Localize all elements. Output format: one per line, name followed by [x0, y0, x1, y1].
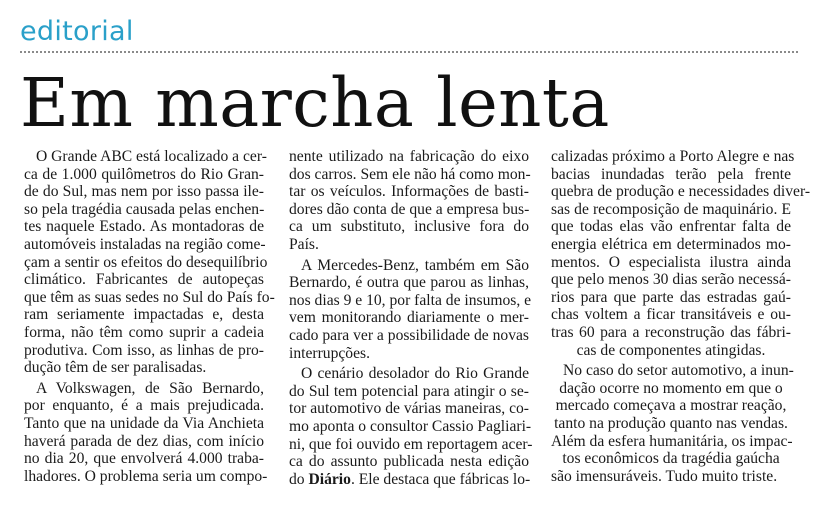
text-line: haverá parada de dez dias, com início	[24, 432, 264, 450]
text-line: No caso do setor automotivo, a inun-	[563, 362, 794, 380]
text-line: çam a sentir os efeitos do desequilíbrio	[24, 253, 268, 271]
text-line-with-bold	[289, 471, 529, 489]
text-line: cas de componentes atingidas.	[576, 341, 766, 359]
text-line: chas voltem a ficar transitáveis e ou-	[551, 306, 791, 324]
text-line: quebra de produção e necessidades diver-	[551, 183, 811, 201]
text-line: energia elétrica em determinados mo-	[551, 235, 791, 253]
text-line: tar os veículos. Informações de basti-	[289, 183, 529, 201]
text-line: climático. Fabricantes de autopeças	[24, 271, 264, 289]
text-line: de do Sul, mas nem por isso passa ile-	[24, 183, 264, 201]
text-line: que todas elas vão enfrentar falta de	[551, 218, 791, 236]
text-line: nos dias 9 e 10, por falta de insumos, e	[289, 291, 532, 309]
text-line: bacias inundadas terão pela frente	[551, 165, 791, 183]
text-line: tras 60 para a reconstrução das fábri-	[551, 323, 791, 341]
text-fragment: do	[289, 470, 305, 488]
text-line: ca um substituto, inclusive fora do	[289, 218, 529, 236]
text-line: O Grande ABC está localizado a cer-	[36, 148, 267, 165]
text-line: sas de recomposição de maquinário. E	[551, 200, 791, 218]
text-line: tor automotivo de várias maneiras, co-	[289, 400, 529, 418]
section-label: editorial	[20, 16, 134, 47]
text-line: A Mercedes-Benz, também em São	[301, 256, 529, 274]
text-line: no dia 20, que envolverá 4.000 traba-	[24, 450, 264, 468]
text-line: por enquanto, é a mais prejudicada.	[24, 397, 264, 415]
text-line: Bernardo, é outra que parou as linhas,	[289, 274, 529, 292]
text-line: produtiva. Com isso, as linhas de pro-	[24, 341, 264, 359]
text-line: automóveis instaladas na região come-	[24, 235, 266, 253]
text-line: cado para ver a possibilidade de novas	[289, 326, 529, 344]
text-fragment: . Ele destaca que fábricas lo-	[350, 470, 531, 488]
text-line: ni, que foi ouvido em reportagem acer-	[289, 435, 533, 453]
text-line: dação ocorre no momento em que o	[559, 379, 783, 397]
text-line: O cenário desolador do Rio Grande	[301, 365, 529, 383]
text-line: País.	[289, 235, 319, 253]
text-line: tos econômicos da tragédia gaúcha	[562, 450, 780, 468]
text-line: lhadores. O problema seria um compo-	[24, 467, 268, 485]
text-line: tes naquele Estado. As montadoras de	[24, 218, 264, 236]
text-line: mentos. O especialista ilustra ainda	[551, 253, 791, 271]
headline: Em marcha lenta	[20, 64, 610, 142]
text-line: vem monitorando diariamente o mer-	[289, 309, 529, 327]
article-column-2	[289, 148, 533, 488]
text-line: ca de 1.000 quilômetros do Rio Gran-	[24, 165, 264, 183]
text-line: ram seriamente impactadas e, desta	[24, 306, 264, 324]
text-line: dução têm de ser paralisadas.	[24, 359, 207, 377]
text-line: são imensuráveis. Tudo muito triste.	[551, 467, 778, 485]
text-line: nente utilizado na fabricação do eixo	[289, 148, 529, 165]
article-column-3	[551, 148, 811, 485]
text-line: interrupções.	[289, 344, 370, 362]
text-line: forma, não têm como suprir a cadeia	[24, 323, 264, 341]
text-line: dos carros. Sem ele não há como mon-	[289, 165, 531, 183]
text-line: do Sul tem potencial para atingir o se-	[289, 382, 529, 400]
text-line: Além da esfera humanitária, os impac-	[551, 432, 793, 450]
article-column-1	[24, 148, 275, 485]
text-line: rios para que parte das estradas gaú-	[551, 288, 791, 306]
text-line: tanto na produção quanto nas vendas.	[554, 414, 788, 432]
text-line: mercado começava a mostrar reação,	[555, 397, 787, 415]
text-line: ca do assunto publicada nesta edição	[289, 453, 529, 471]
text-line: calizadas próximo a Porto Alegre e nas	[551, 148, 795, 165]
dotted-divider	[20, 51, 798, 53]
text-line: A Volkswagen, de São Bernardo,	[36, 379, 264, 397]
newspaper-name: Diário	[308, 470, 351, 488]
text-line: que pelo menos 30 dias serão necessá-	[551, 271, 791, 289]
text-line: so pela tragédia causada pelas enchen-	[24, 200, 265, 218]
text-line: que têm as suas sedes no Sul do País fo-	[24, 288, 275, 306]
text-line: mo aponta o consultor Cassio Pagliari-	[289, 417, 532, 435]
text-line: dores dão conta de que a empresa bus-	[289, 200, 530, 218]
text-line: Tanto que na unidade da Via Anchieta	[24, 414, 264, 432]
